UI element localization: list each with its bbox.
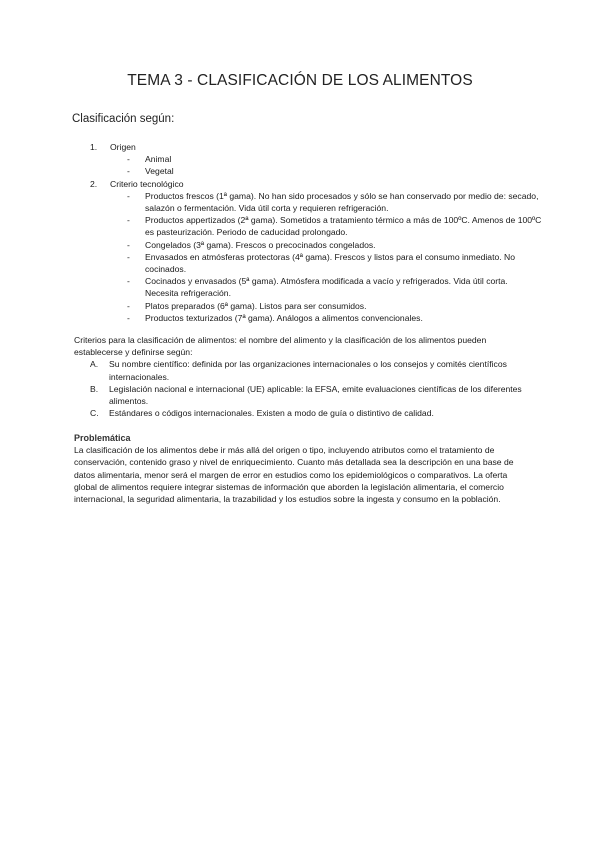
- list-number: 2.: [90, 178, 98, 189]
- criteria-text: Estándares o códigos internacionales. Existen a modo de guía o distintivo de calidad.: [109, 408, 434, 419]
- list-label: Criterio tecnológico: [110, 178, 184, 189]
- sub-item-text: Animal: [145, 154, 172, 165]
- sub-item: [72, 251, 542, 275]
- criteria-item: [74, 358, 529, 382]
- list-item-origin: [72, 141, 542, 153]
- sub-item-text: Congelados (3ª gama). Frescos o precocinados congelados.: [145, 239, 376, 250]
- dash-bullet: -: [127, 251, 130, 262]
- criteria-section: [74, 334, 529, 419]
- sub-item-text: Productos frescos (1ª gama). No han sido procesados y sólo se han conservado por medio de: secado, salazón o fermentación. Vida útil corta y requieren refrigeración.: [145, 190, 539, 214]
- criteria-letter: A.: [90, 359, 99, 370]
- list-item-technological: [72, 178, 542, 190]
- list-label: Origen: [110, 142, 136, 152]
- dash-bullet: -: [127, 276, 130, 287]
- criteria-text: Su nombre científico: definida por las organizaciones internacionales o los consejos y comités científicos internacionales.: [109, 359, 507, 382]
- sub-item: [72, 300, 542, 312]
- sub-item-text: Productos texturizados (7ª gama). Análogos a alimentos convencionales.: [145, 312, 423, 323]
- sub-item-text: Platos preparados (6ª gama). Listos para ser consumidos.: [145, 300, 367, 311]
- criteria-letter: C.: [90, 408, 99, 419]
- section-subtitle: Clasificación según:: [72, 113, 175, 125]
- dash-bullet: -: [127, 190, 130, 201]
- list-number: 1.: [90, 142, 98, 152]
- sub-item: [72, 165, 542, 177]
- criteria-intro: Criterios para la clasificación de alimentos: el nombre del alimento y la clasificación de los alimentos pueden establecerse y definirse según:: [74, 335, 487, 358]
- sub-item-text: Cocinados y envasados (5ª gama). Atmósfera modificada a vacío y refrigerados. Vida útil corta. Necesita refrigeración.: [145, 276, 508, 299]
- problem-heading: Problemática: [74, 433, 131, 443]
- problem-section: [74, 432, 526, 505]
- page-title: TEMA 3 - CLASIFICACIÓN DE LOS ALIMENTOS: [127, 72, 473, 89]
- sub-item: [72, 312, 542, 324]
- sub-item-text: Productos appertizados (2ª gama). Sometidos a tratamiento térmico a más de 100ºC. Amenos de 100ºC es pasteurización. Periodo de caducidad prolongado.: [145, 215, 542, 238]
- dash-bullet: -: [127, 215, 130, 226]
- sub-item: [72, 190, 542, 214]
- criteria-item: [74, 407, 529, 419]
- sub-item: [72, 153, 542, 165]
- problem-text: La clasificación de los alimentos debe ir más allá del origen o tipo, incluyendo atributos como el tratamiento de conservación, contenido graso y nivel de enriquecimiento. Cuanto más detallada sea la descripción en una base de datos alimentaria, menor será el margen de error en estudios como los epidemiológicos o comparativos. La oferta global de alimentos requiere integrar sistemas de información que aborden la legislación alimentaria, el comercio internacional, la seguridad alimentaria, la trazabilidad y los estudios sobre la ingesta y consumo en la población.: [74, 445, 514, 505]
- criteria-letter: B.: [90, 383, 99, 394]
- sub-item: [72, 214, 542, 238]
- dash-bullet: -: [127, 300, 130, 311]
- sub-item-text: Envasados en atmósferas protectoras (4ª gama). Frescos y listos para el consumo inmediato. No cocinados.: [145, 251, 516, 275]
- criteria-item: [74, 383, 529, 407]
- dash-bullet: -: [127, 312, 130, 323]
- criteria-text: Legislación nacional e internacional (UE) aplicable: la EFSA, emite evaluaciones científicas de los diferentes alimentos.: [109, 383, 522, 407]
- sub-item-text: Vegetal: [145, 166, 174, 177]
- sub-item: [72, 275, 542, 299]
- classification-list: [72, 141, 542, 324]
- dash-bullet: -: [127, 154, 130, 165]
- dash-bullet: -: [127, 166, 130, 177]
- dash-bullet: -: [127, 239, 130, 250]
- sub-item: [72, 239, 542, 251]
